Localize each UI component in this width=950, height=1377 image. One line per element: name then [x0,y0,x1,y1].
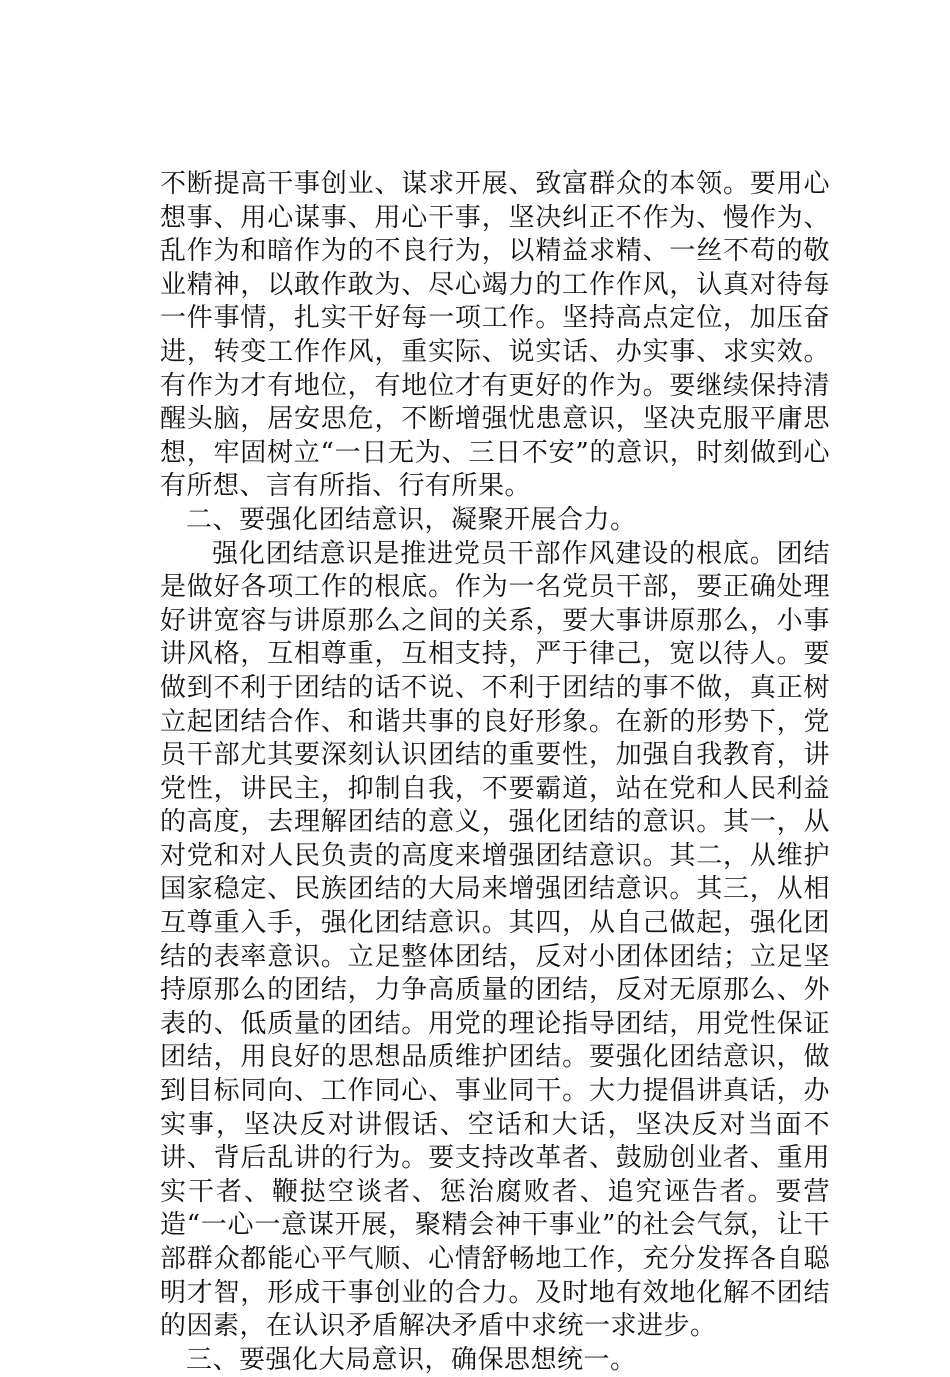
document-page [160,168,830,1377]
body-paragraph-1: 不断提高干事创业、谋求开展、致富群众的本领。要用心想事、用心谋事、用心干事，坚决纠正不作为、慢作为、乱作为和暗作为的不良行为，以精益求精、一丝不苟的敬业精神，以敢作敢为、尽心竭力的工作作风，认真对待每一件事情，扎实干好每一项工作。坚持高点定位，加压奋进，转变工作作风，重实际、说实话、办实事、求实效。有作为才有地位，有地位才有更好的作为。要继续保持清醒头脑，居安思危，不断增强忧患意识，坚决克服平庸思想，牢固树立“一日无为、三日不安”的意识，时刻做到心有所想、言有所指、行有所果。 [160,169,830,502]
section-heading-2: 二、要强化团结意识，凝聚开展合力。 [186,504,637,535]
body-paragraph-2: 强化团结意识是推进党员干部作风建设的根底。团结是做好各项工作的根底。作为一名党员干部，要正确处理好讲宽容与讲原那么之间的关系，要大事讲原那么，小事讲风格，互相尊重，互相支持，严于律己，宽以待人。要做到不利于团结的话不说、不利于团结的事不做，真正树立起团结合作、和谐共事的良好形象。在新的形势下，党员干部尤其要深刻认识团结的重要性，加强自我教育，讲党性，讲民主，抑制自我，不要霸道，站在党和人民利益的高度，去理解团结的意义，强化团结的意识。其一，从对党和对人民负责的高度来增强团结意识。其二，从维护国家稳定、民族团结的大局来增强团结意识。其三，从相互尊重入手，强化团结意识。其四，从自己做起，强化团结的表率意识。立足整体团结，反对小团体团结；立足坚持原那么的团结，力争高质量的团结，反对无原那么、外表的、低质量的团结。用党的理论指导团结，用党性保证团结，用良好的思想品质维护团结。要强化团结意识，做到目标同向、工作同心、事业同干。大力提倡讲真话，办实事，坚决反对讲假话、空话和大话，坚决反对当面不讲、背后乱讲的行为。要支持改革者、鼓励创业者、重用实干者、鞭挞空谈者、惩治腐败者、追究诬告者。要营造“一心一意谋开展，聚精会神干事业”的社会气氛，让干部群众都能心平气顺、心情舒畅地工作，充分发挥各自聪明才智，形成干事创业的合力。及时地有效地化解不团结的因素，在认识矛盾解决矛盾中求统一求进步。 [160,538,830,1342]
section-heading-3: 三、要强化大局意识，确保思想统一。 [186,1344,637,1375]
